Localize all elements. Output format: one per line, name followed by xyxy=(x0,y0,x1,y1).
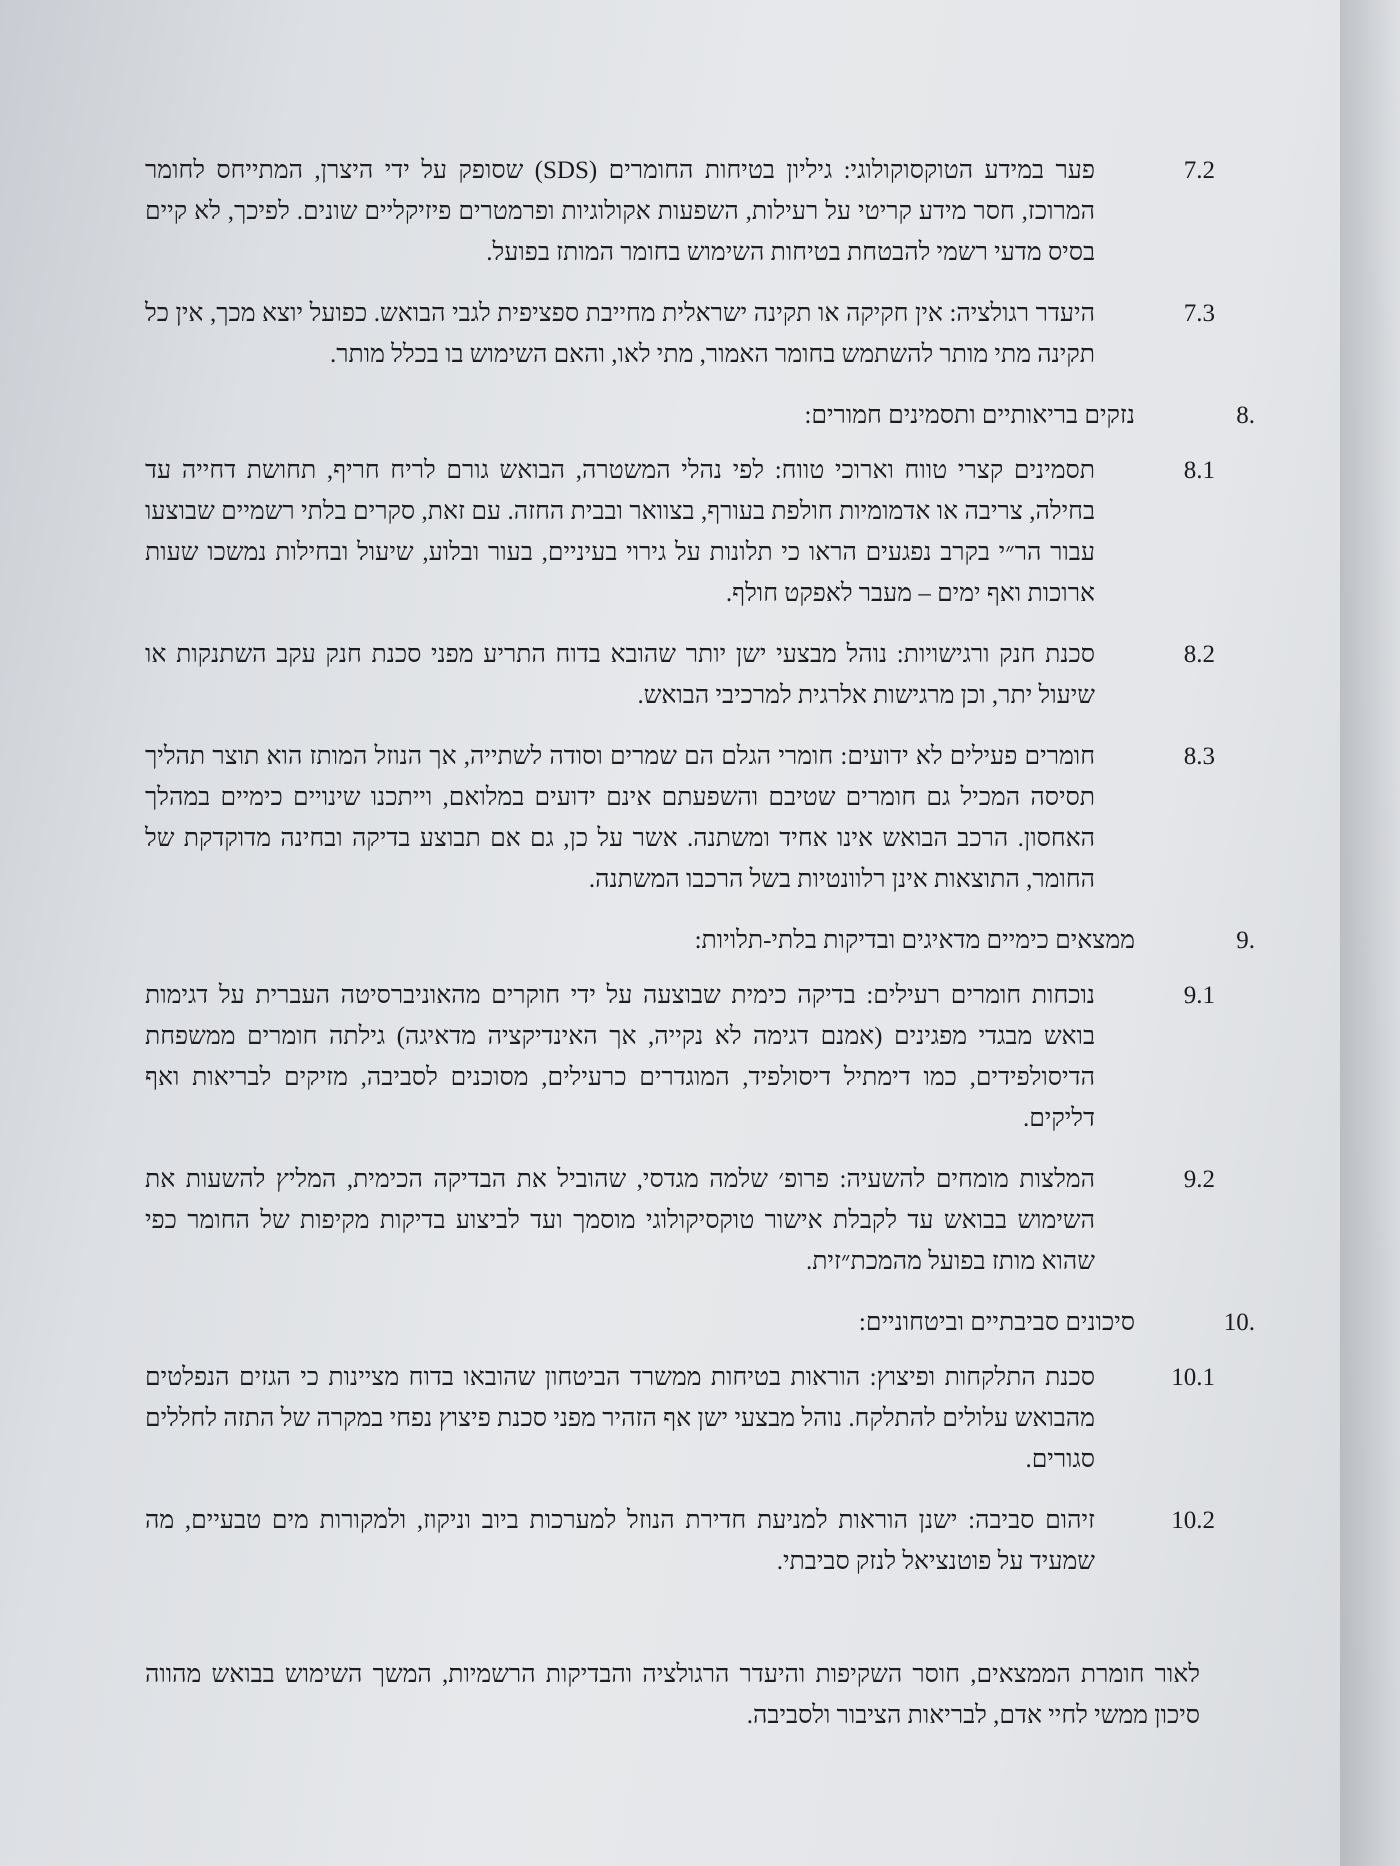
section-number: 8.2 xyxy=(1183,641,1215,668)
section-10-heading xyxy=(145,1302,1255,1343)
section-8-3 xyxy=(145,736,1215,900)
section-10-2 xyxy=(145,1500,1215,1582)
section-9-2 xyxy=(145,1159,1215,1282)
section-text: סכנת התלקחות ופיצוץ: הוראות בטיחות ממשרד הביטחון שהובאו בדוח מציינות כי הגזים הנפלטים מהבואש עלולים להתלקח. נוהל מבצעי ישן אף הזהיר מפני סכנת פיצוץ נפחי במקרה של התזה לחללים סגורים. xyxy=(145,1364,1095,1473)
section-number: 9. xyxy=(1236,927,1255,954)
section-text: המלצות מומחים להשעיה: פרופ׳ שלמה מגדסי, שהוביל את הבדיקה הכימית, המליץ להשעות את השימוש בבואש עד לקבלת אישור טוקסיקולוגי מוסמך ועד לביצוע בדיקות מקיפות של החומר כפי שהוא מותז בפועל מהמכת״זית. xyxy=(145,1166,1095,1275)
section-number: 9.1 xyxy=(1183,982,1215,1009)
section-8-heading xyxy=(145,395,1255,436)
section-number: 7.3 xyxy=(1183,300,1215,327)
section-10-1 xyxy=(145,1357,1215,1480)
section-text: זיהום סביבה: ישנן הוראות למניעת חדירת הנוזל למערכות ביוב וניקוז, ולמקורות מים טבעיים, מה שמעיד על פוטנציאל לנזק סביבתי. xyxy=(145,1507,1095,1575)
section-text: סכנת חנק ורגישויות: נוהל מבצעי ישן יותר שהובא בדוח התריע מפני סכנת חנק עקב השתנקות או שיעול יתר, וכן מרגישות אלרגית למרכיבי הבואש. xyxy=(145,641,1095,709)
section-9-heading xyxy=(145,920,1255,961)
section-number: 7.2 xyxy=(1183,157,1215,184)
section-number: 10. xyxy=(1223,1309,1255,1336)
page-edge-shadow xyxy=(1340,0,1400,1866)
section-text: פער במידע הטוקסוקולוגי: גיליון בטיחות החומרים (SDS) שסופק על ידי היצרן, המתייחס לחומר המרוכז, חסר מידע קריטי על רעילות, השפעות אקולוגיות ופרמטרים פיזיקליים שונים. לפיכך, לא קיים בסיס מדעי רשמי להבטחת בטיחות השימוש בחומר המותז בפועל. xyxy=(145,157,1096,266)
section-9-1 xyxy=(145,975,1215,1139)
section-text: חומרים פעילים לא ידועים: חומרי הגלם הם שמרים וסודה לשתייה, אך הנוזל המותז הוא תוצר תהליך תסיסה המכיל גם חומרים שטיבם והשפעתם אינם ידועים במלואם, וייתכנו שינויים כימיים במהלך האחסון. הרכב הבואש אינו אחיד ומשתנה. אשר על כן, גם אם תבוצע בדיקה ובחינה מדוקדקת של החומר, התוצאות אינן רלוונטיות בשל הרכבו המשתנה. xyxy=(145,743,1095,893)
section-text: היעדר רגולציה: אין חקיקה או תקינה ישראלית מחייבת ספציפית לגבי הבואש. כפועל יוצא מכך, אין כל תקינה מתי מותר להשתמש בחומר האמור, מתי לאו, והאם השימוש בו בכלל מותר. xyxy=(145,300,1095,368)
section-8-2 xyxy=(145,634,1215,716)
section-heading: סיכונים סביבתיים וביטחוניים: xyxy=(858,1309,1135,1336)
section-heading: נזקים בריאותיים ותסמינים חמורים: xyxy=(804,402,1135,429)
section-text: נוכחות חומרים רעילים: בדיקה כימית שבוצעה על ידי חוקרים מהאוניברסיטה העברית על דגימות בואש מבגדי מפגינים (אמנם דגימה לא נקייה, אך האינדיקציה מדאיגה) גילתה חומרים ממשפחת הדיסולפידים, כמו דימתיל דיסולפיד, המוגדרים כרעילים, מסוכנים לסביבה, מזיקים לבריאות ואף דליקים. xyxy=(145,982,1095,1132)
section-number: 9.2 xyxy=(1183,1166,1215,1193)
section-8-1 xyxy=(145,450,1215,614)
section-heading: ממצאים כימיים מדאיגים ובדיקות בלתי-תלויות: xyxy=(694,927,1135,954)
section-number: 8. xyxy=(1236,402,1255,429)
section-number: 10.2 xyxy=(1171,1507,1215,1534)
section-number: 10.1 xyxy=(1171,1364,1215,1391)
section-7-2 xyxy=(145,150,1215,273)
section-text: תסמינים קצרי טווח וארוכי טווח: לפי נהלי המשטרה, הבואש גורם לריח חריף, תחושת דחייה עד בחילה, צריבה או אדמומיות חולפת בעורף, בצוואר ובבית החזה. עם זאת, סקרים בלתי רשמיים שבוצעו עבור הר״י בקרב נפגעים הראו כי תלונות על גירוי בעיניים, בעור ובלוע, שיעול ובחילות נמשכו שעות ארוכות ואף ימים – מעבר לאפקט חולף. xyxy=(145,457,1095,607)
summary-paragraph: לאור חומרת הממצאים, חוסר השקיפות והיעדר הרגולציה והבדיקות הרשמיות, המשך השימוש בבואש מהווה סיכון ממשי לחיי אדם, לבריאות הציבור ולסביבה. xyxy=(145,1661,1200,1729)
section-7-3 xyxy=(145,293,1215,375)
section-number: 8.1 xyxy=(1183,457,1215,484)
document-body xyxy=(145,150,1255,1736)
section-number: 8.3 xyxy=(1183,743,1215,770)
